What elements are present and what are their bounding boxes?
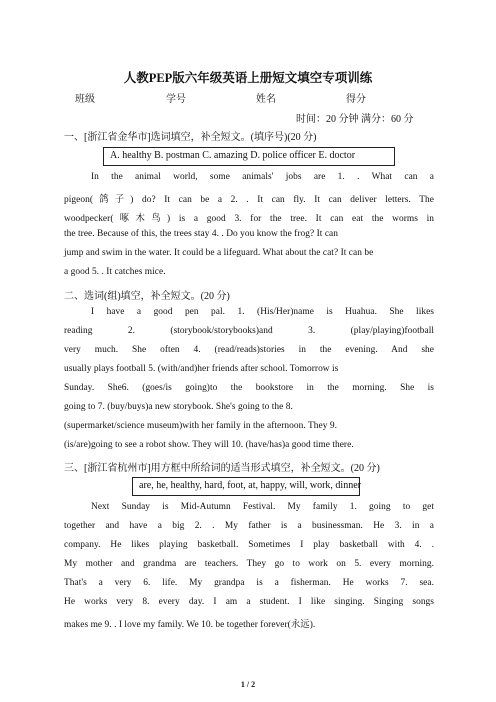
score-label: 得分 [346, 94, 366, 105]
section2-line-3: very much. She often 4. (read/reads)stories in the evening. And she [64, 345, 434, 355]
class-label: 班级 [75, 94, 95, 105]
section3-line-7: makes me 9. . I love my family. We 10. be together forever(永远). [64, 620, 316, 630]
name-label: 姓名 [256, 94, 276, 105]
section1-line-6: a good 5. . It catches mice. [64, 267, 166, 277]
section2-line-6: going to 7. (buy/buys)a new storybook. She's going to the 8. [64, 402, 293, 412]
section3-line-3: company. He likes playing basketball. Sometimes I play basketball with 4. . [64, 540, 434, 550]
section3-options: are, he, healthy, hard, foot, at, happy, will, work, dinner [139, 480, 361, 491]
page-number: 1 / 2 [240, 680, 256, 689]
section3-word-box [132, 477, 360, 496]
number-label: 学号 [166, 94, 186, 105]
section3-line-1: Next Sunday is Mid-Autumn Festival. My family 1. going to get [91, 502, 434, 512]
section1-options: A. healthy B. postman C. amazing D. police officer E. doctor [110, 150, 356, 161]
section1-line-5: jump and swim in the water. It could be a lifeguard. What about the cat? It can be [64, 248, 374, 258]
section3-line-2: together and have a big 2. . My father is a businessman. He 3. in a [64, 521, 434, 531]
section3-line-5: That's a very 6. life. My grandpa is a fisherman. He works 7. sea. [64, 578, 434, 588]
page-title: 人教PEP版六年级英语上册短文填空专项训练 [123, 71, 373, 85]
section2-line-2: reading 2. (storybook/storybooks)and 3. (play/playing)football [64, 326, 434, 336]
time-score-line: 时间：20 分钟 满分：60 分 [296, 114, 414, 125]
section1-word-box [103, 147, 395, 166]
section3-line-6: He works very 8. every day. I am a student. I like singing. Singing songs [64, 597, 434, 607]
section1-heading: 一、[浙江省金华市]选词填空，补全短文。(填序号)(20 分) [64, 132, 317, 143]
section2-line-5: Sunday. She6. (goes/is going)to the bookstore in the morning. She is [64, 383, 434, 393]
section2-line-8: (is/are)going to see a robot show. They will 10. (have/has)a good time there. [64, 440, 354, 450]
section3-line-4: My mother and grandma are teachers. They go to work on 5. every morning. [64, 559, 434, 569]
section2-heading: 二、选词(组)填空，补全短文。(20 分) [64, 291, 230, 302]
section2-line-4: usually plays football 5. (with/and)her friends after school. Tomorrow is [64, 364, 339, 374]
section1-line-2: pigeon(鸽子) do? It can be a 2. . It can fly. It can deliver letters. The [64, 195, 434, 205]
section1-line-4: the tree. Because of this, the trees stay 4. . Do you know the frog? It can [64, 229, 338, 239]
section1-line-3: woodpecker(啄木鸟) is a good 3. for the tree. It can eat the worms in [64, 214, 434, 224]
section1-line-1: In the animal world, some animals' jobs are 1. . What can a [91, 172, 434, 182]
section2-line-7: (supermarket/science museum)with her family in the afternoon. They 9. [64, 421, 337, 431]
section3-heading: 三、[浙江省杭州市]用方框中所给词的适当形式填空，补全短文。(20 分) [64, 463, 380, 474]
section2-line-1: I have a good pen pal. 1. (His/Her)name is Huahua. She likes [91, 307, 434, 317]
